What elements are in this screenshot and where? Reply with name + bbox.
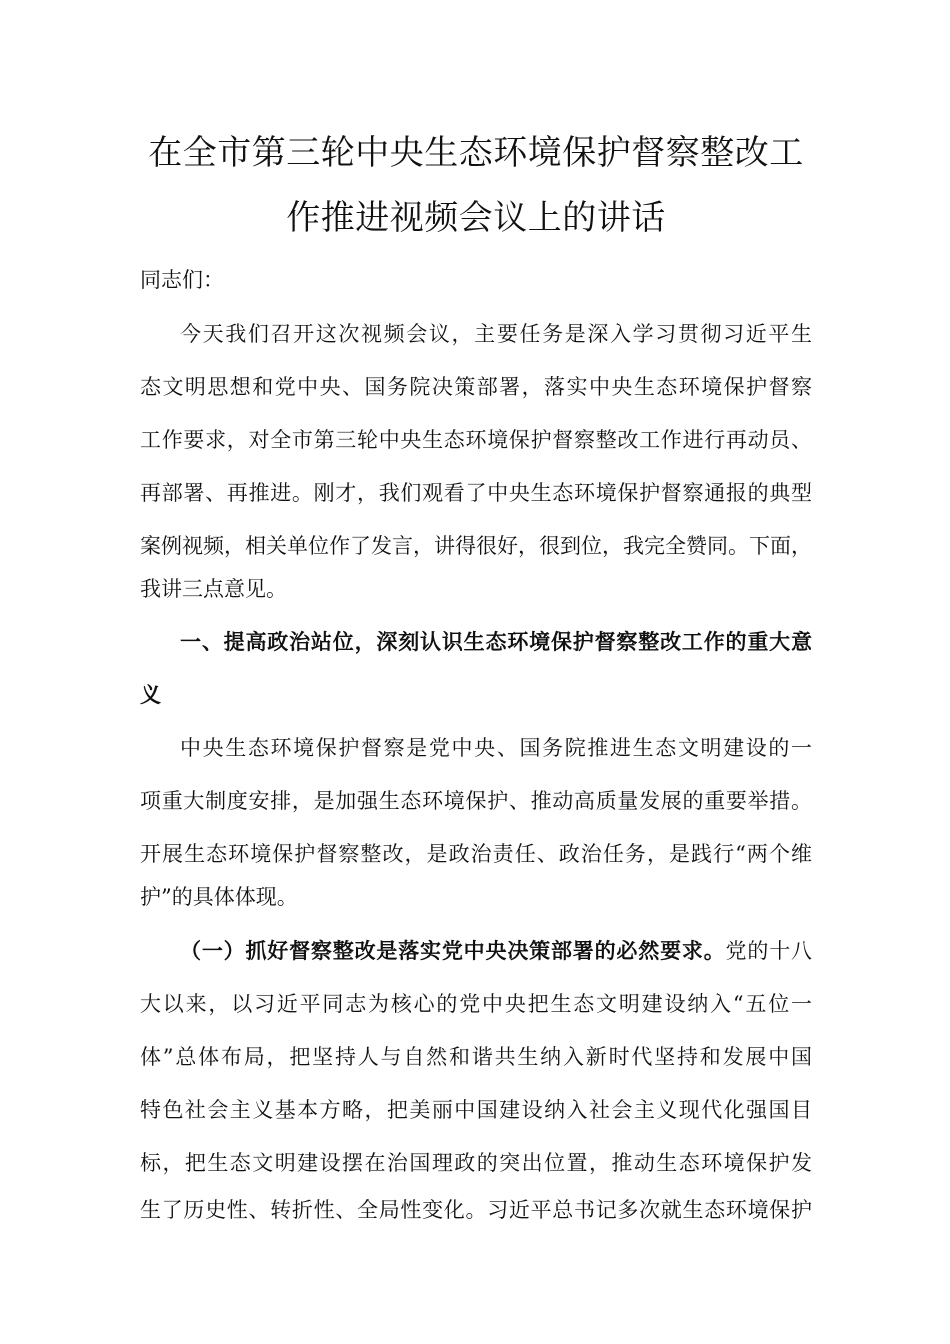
document-title-line-2: 作推进视频会议上的讲话: [286, 198, 666, 238]
paragraph-1-line-2: 态文明思想和党中央、国务院决策部署，落实中央生态环境保护督察: [140, 375, 812, 399]
paragraph-1-line-3: 工作要求，对全市第三轮中央生态环境保护督察整改工作进行再动员、: [140, 428, 812, 452]
paragraph-3-line-4: 特色社会主义基本方略，把美丽中国建设纳入社会主义现代化强国目: [140, 1098, 812, 1122]
subsection-heading: （一）抓好督察整改是落实党中央决策部署的必然要求。: [180, 938, 726, 963]
paragraph-3-line-3: 体”总体布局，把坚持人与自然和谐共生纳入新时代坚持和发展中国: [140, 1045, 812, 1069]
paragraph-3-line-6: 生了历史性、转折性、全局性变化。习近平总书记多次就生态环境保护: [140, 1198, 812, 1222]
paragraph-3-line-5: 标，把生态文明建设摆在治国理政的突出位置，推动生态环境保护发: [140, 1151, 812, 1175]
paragraph-2-line-1: 中央生态环境保护督察是党中央、国务院推进生态文明建设的一: [180, 736, 812, 760]
paragraph-1-line-6: 我讲三点意见。: [140, 577, 287, 601]
paragraph-2-line-4: 护”的具体体现。: [140, 885, 298, 909]
paragraph-3-lead-rest: 党的十八: [725, 939, 813, 963]
section-heading-line-2: 义: [140, 682, 161, 707]
paragraph-1-line-4: 再部署、再推进。刚才，我们观看了中央生态环境保护督察通报的典型: [140, 481, 812, 505]
paragraph-1-line-5: 案例视频，相关单位作了发言，讲得很好，很到位，我完全赞同。下面，: [140, 534, 812, 558]
paragraph-2-line-2: 项重大制度安排，是加强生态环境保护、推动高质量发展的重要举措。: [140, 789, 812, 813]
paragraph-2-line-3: 开展生态环境保护督察整改，是政治责任、政治任务，是践行“两个维: [140, 842, 812, 866]
section-heading-line-1: 一、提高政治站位，深刻认识生态环境保护督察整改工作的重大意: [180, 629, 812, 654]
paragraph-3-line-2: 大以来，以习近平同志为核心的党中央把生态文明建设纳入“五位一: [140, 992, 812, 1016]
document-title-line-1: 在全市第三轮中央生态环境保护督察整改工: [148, 133, 804, 173]
salutation: 同志们：: [140, 268, 224, 292]
paragraph-3-line-1: [140, 937, 812, 965]
paragraph-1-line-1: 今天我们召开这次视频会议，主要任务是深入学习贯彻习近平生: [180, 322, 812, 346]
